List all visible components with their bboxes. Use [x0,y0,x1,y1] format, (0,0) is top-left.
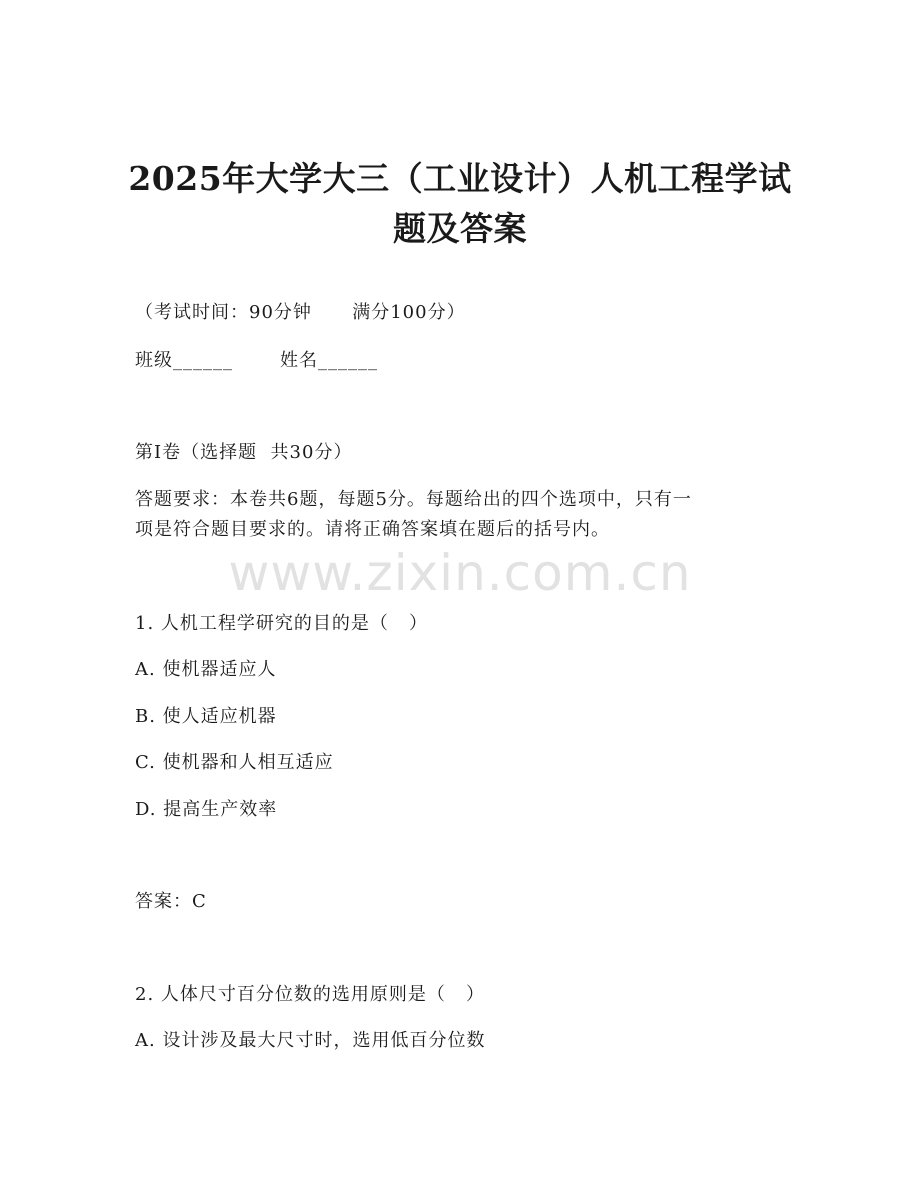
watermark: www.zixin.com.cn [228,544,692,602]
question-1-option-b: B. 使人适应机器 [135,706,277,727]
question-1-option-d: D. 提高生产效率 [135,799,278,820]
question-1-stem: 1. 人机工程学研究的目的是（ ） [135,613,429,634]
document-title-line-2: 题及答案 [393,209,527,248]
student-fields: 班级______ 姓名______ [135,350,379,371]
question-1-option-a: A. 使机器适应人 [135,659,277,680]
question-2-option-a: A. 设计涉及最大尺寸时，选用低百分位数 [135,1030,486,1051]
document-title-line-1: 2025年大学大三（工业设计）人机工程学试 [128,159,792,198]
question-2-stem: 2. 人体尺寸百分位数的选用原则是（ ） [135,984,486,1005]
exam-info: （考试时间：90分钟 满分100分） [135,302,466,323]
question-1-option-c: C. 使机器和人相互适应 [135,752,334,773]
section-heading: 第I卷（选择题 共30分） [135,442,353,463]
section-instruction-line-1: 答题要求：本卷共6题，每题5分。每题给出的四个选项中，只有一 [135,489,692,510]
question-1-answer: 答案：C [135,891,207,912]
section-instruction-line-2: 项是符合题目要求的。请将正确答案填在题后的括号内。 [135,519,610,540]
